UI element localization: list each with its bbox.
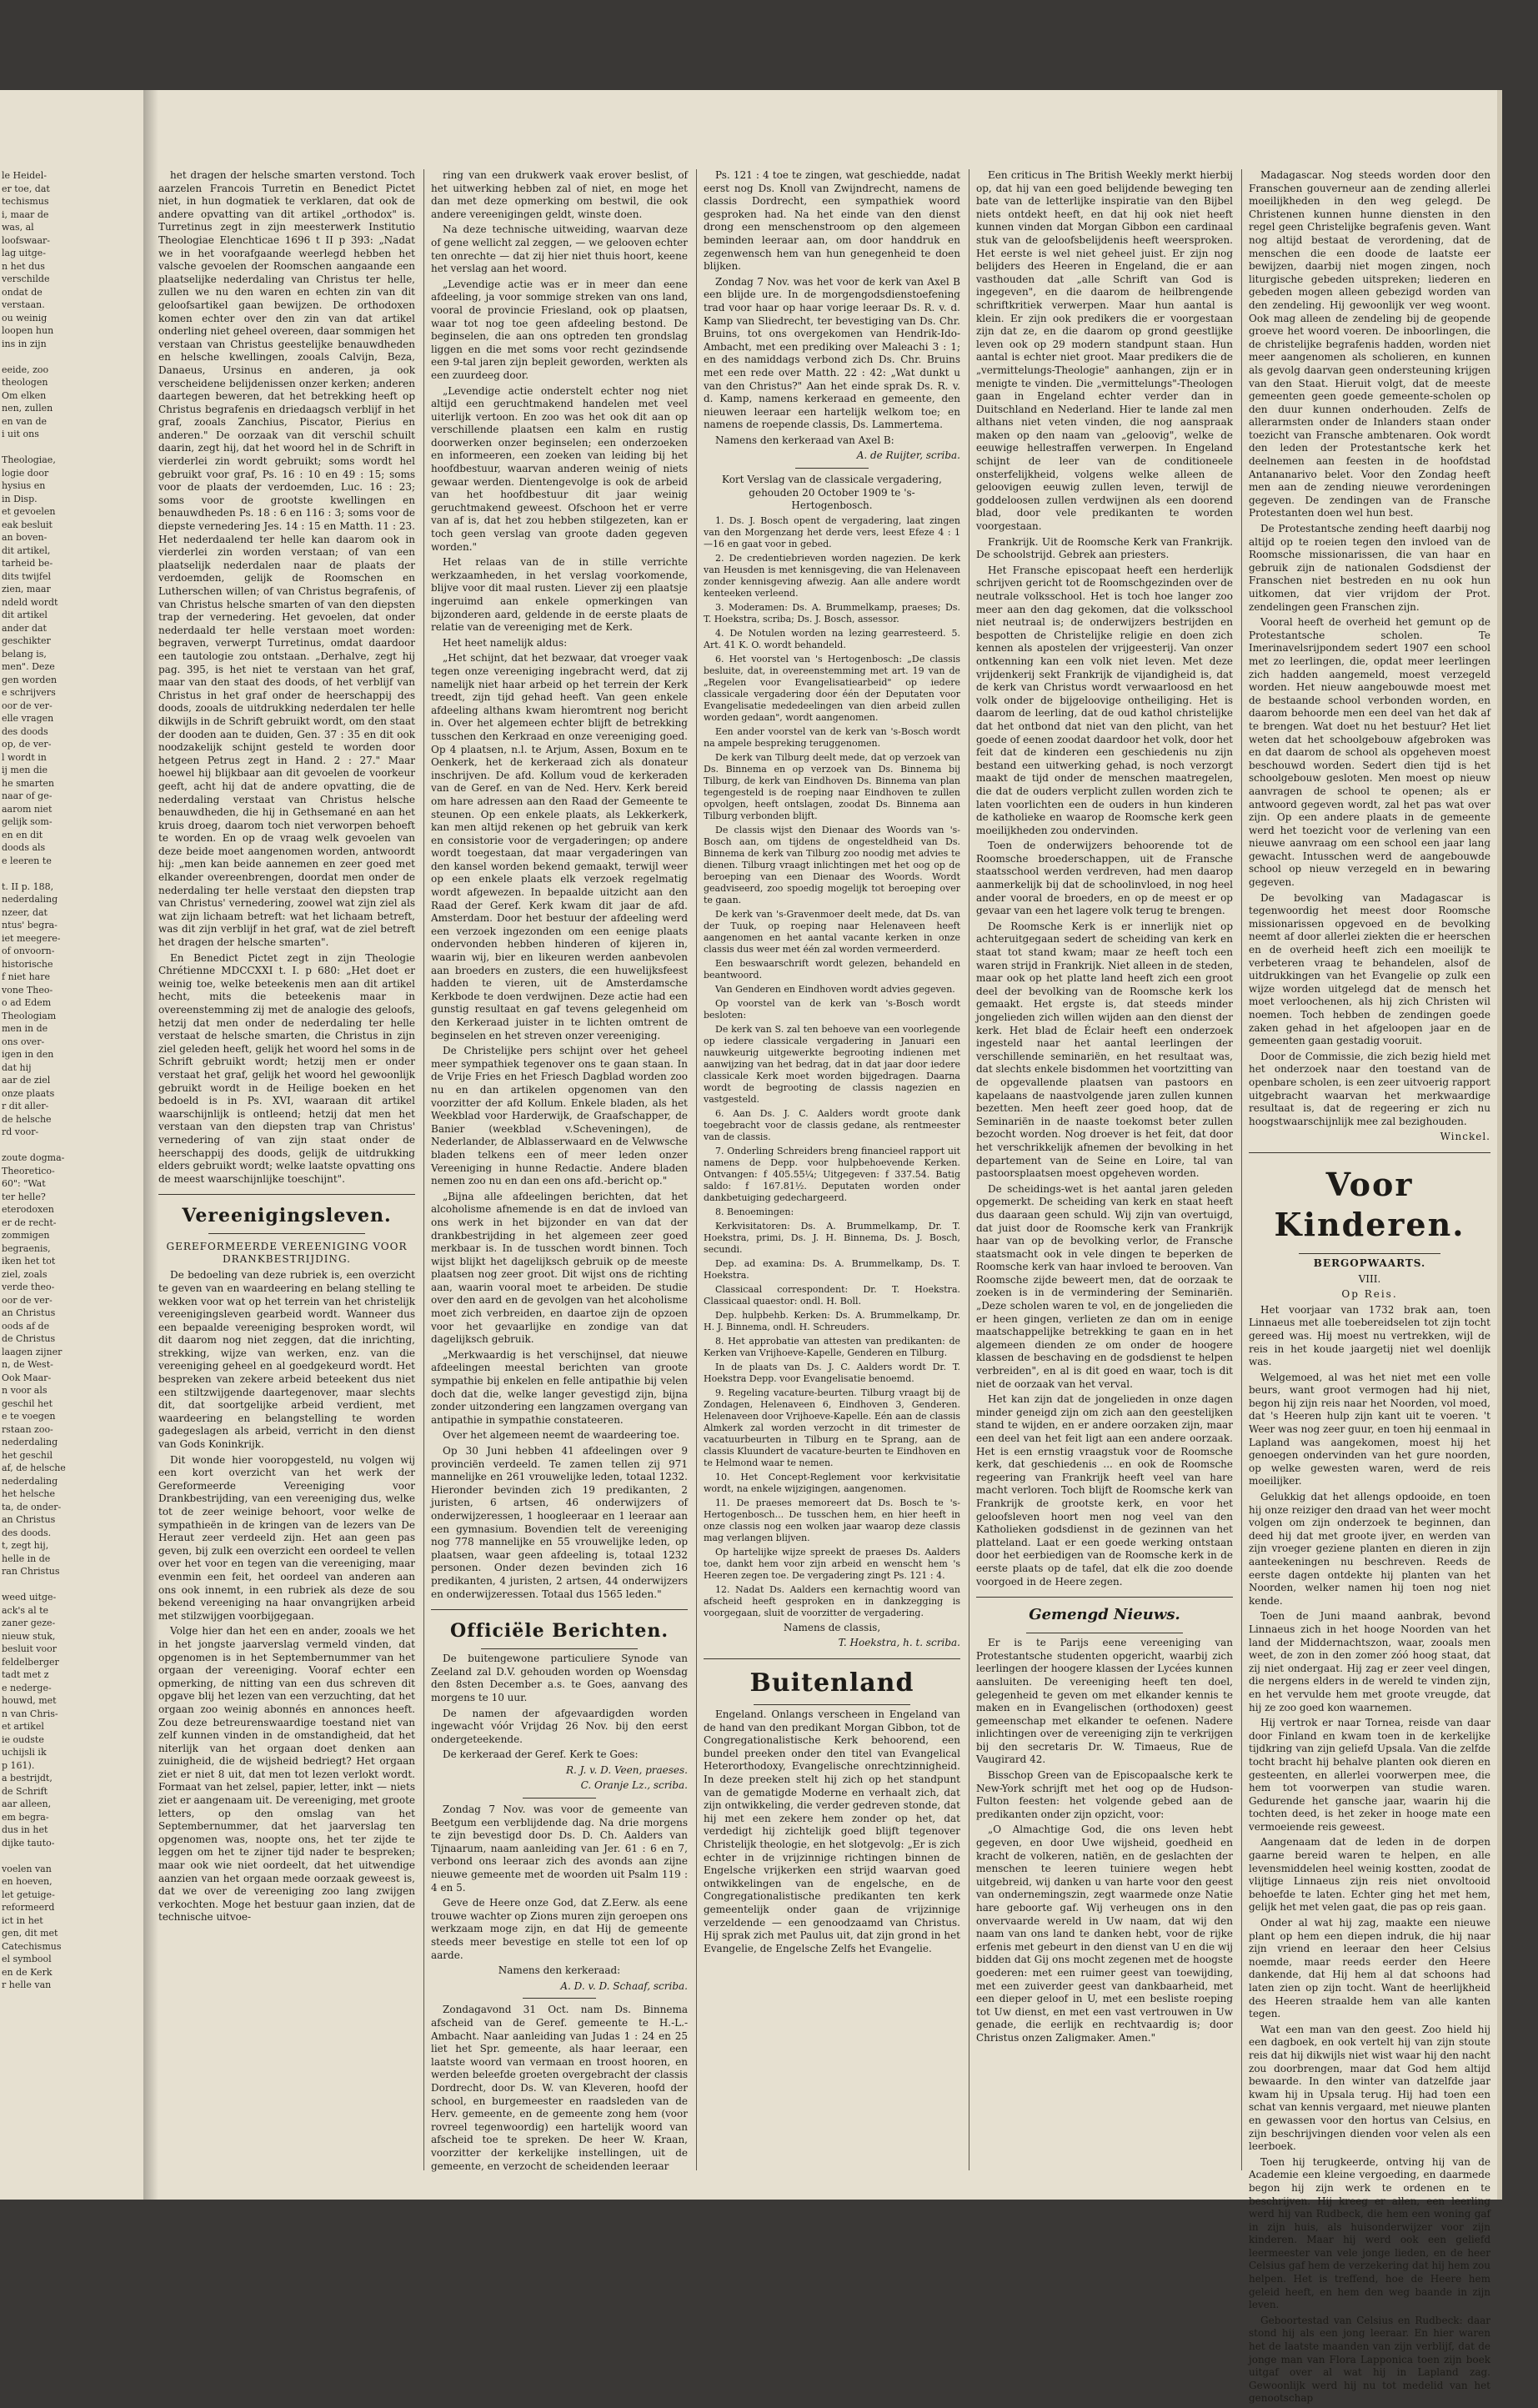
fragment-line: ndeld wordt bbox=[2, 596, 58, 608]
fragment-line: i uit ons bbox=[2, 429, 39, 439]
divider bbox=[1249, 1152, 1490, 1153]
fragment-line: aar alleen, bbox=[2, 1798, 52, 1809]
paragraph: Frankrijk. Uit de Roomsche Kerk van Frankrijk. De schoolstrijd. Gebrek aan priesters. bbox=[976, 535, 1233, 561]
fragment-line: de Christus bbox=[2, 1333, 56, 1344]
divider bbox=[1299, 1253, 1440, 1254]
fragment-line: eterodoxen bbox=[2, 1204, 54, 1215]
fragment-line: gen, dit met bbox=[2, 1928, 58, 1939]
verslag-item: Op voorstel van de kerk van 's-Bosch wordt besloten: bbox=[704, 997, 960, 1021]
voor-kinderen-body bbox=[1249, 1304, 1490, 2405]
fragment-line: reformeerd bbox=[2, 1902, 55, 1913]
paragraph: Wat een man van den geest. Zoo hield hij een dagboek, en ook vertelt hij van zijn stoute reis dat hij dikwijls niet wist waar hij den nacht zou doorbrengen, maar dat God hem altijd bewaarde. In den winter van datzelfde jaar kwam hij in Upsala terug. Hij had toen een schat van kennis vergaard, met nieuwe planten en gewassen voor den hortus van Celsius, en zijn beschrijvingen dienden voor velen als een leerboek. bbox=[1249, 2023, 1490, 2153]
fragment-line: nen, zullen bbox=[2, 403, 53, 414]
fragment-line: ins in zijn bbox=[2, 338, 47, 349]
verslag-item: 9. Regeling vacature-beurten. Tilburg vraagt bij de Zondagen, Helenaveen 6, Eindhoven 3, Genderen. Helenaveen door Vrijhoeve-Kapelle. Eén aan de classis Almkerk zal worden verzocht in dit trimester de vacatuurbeurten in Tilburg en te Sprang, aan de classis Kluundert de vacature-beurten te Eindhoven en te Helmond waar te nemen. bbox=[704, 1387, 960, 1468]
verslag-item: 4. De Notulen worden na lezing gearresteerd. 5. Art. 41 K. O. wordt behandeld. bbox=[704, 627, 960, 650]
fragment-line: men". Deze bbox=[2, 661, 55, 672]
chapter-roman: VIII. bbox=[1358, 1272, 1381, 1285]
signature-beetgum-scriba: A. D. v. D. Schaaf, scriba. bbox=[560, 1979, 688, 1992]
fragment-line: p 161). bbox=[2, 1759, 35, 1771]
fragment-line: zoute dogma- bbox=[2, 1152, 65, 1163]
signature-goes-praeses: R. J. v. D. Veen, praeses. bbox=[565, 1763, 688, 1776]
fragment-line: e te voegen bbox=[2, 1411, 56, 1422]
verslag-items bbox=[704, 515, 960, 1619]
fragment-line bbox=[2, 867, 52, 880]
divider bbox=[704, 1658, 960, 1659]
fragment-line: dat hij bbox=[2, 1061, 32, 1073]
fragment-line: Theologiam bbox=[2, 1010, 57, 1021]
fragment-line: nederdaling bbox=[2, 894, 58, 905]
verslag-item: 8. Het approbatie van attesten van predikanten: de Kerken van Vrijhoeve-Kapelle, Genderen en Tilburg. bbox=[704, 1335, 960, 1358]
fragment-line: ntus' begra- bbox=[2, 920, 58, 931]
fragment-line: weed uitge- bbox=[2, 1592, 57, 1603]
verslag-item: 11. De praeses memoreert dat Ds. Bosch te 's-Hertogenbosch... De tusschen hem, en hier heeft in onze classis nog een wolken jaar waarop deze classis mag verlangen blijven. bbox=[704, 1497, 960, 1543]
fragment-line: verstaan. bbox=[2, 299, 45, 310]
fragment-line: el symbool bbox=[2, 1954, 52, 1964]
divider bbox=[795, 468, 869, 469]
fragment-line: aar de ziel bbox=[2, 1075, 51, 1086]
signature-beetgum-label: Namens den kerkeraad: bbox=[498, 1964, 621, 1977]
column-2 bbox=[431, 169, 688, 2175]
fragment-line: gelijk som- bbox=[2, 816, 53, 827]
fragment-line: verschilde bbox=[2, 273, 50, 284]
paragraph: Onder al wat hij zag, maakte een nieuwe plant op hem een diepen indruk, die hij naar zijn vriend en leeraar den heer Celsius noemde, maar reeds eerder den Heere dankende, dat Hij hem al dat schoons had laten zien op zijn tocht. Want de heerlijkheid des Heeren straalde hem van alle kanten tegen. bbox=[1249, 1917, 1490, 2020]
fragment-line: ziel, zoals bbox=[2, 1268, 48, 1280]
verslag-item: Een ander voorstel van de kerk van 's-Bosch wordt na ampele bespreking teruggenomen. bbox=[704, 725, 960, 749]
fragment-line: Theologiae, bbox=[2, 454, 56, 465]
paragraph: ring van een drukwerk vaak erover beslist, of het uitwerking hebben zal of niet, en moge het dan met deze opmerking om bestwil, die ook andere vereenigingen geldt, winste doen. bbox=[431, 169, 688, 220]
fragment-line: ons over- bbox=[2, 1036, 45, 1047]
paragraph: Toen hij terugkeerde, ontving hij van de Academie een kleine vergoeding, en daarmede begon hij zijn werk te ordenen en te beschrijven. Hij kreeg er allen, een leerling werd hij van Rudbeck, die hem een woning gaf in zijn huis, als huisonderwijzer voor zijn kinderen. Maar hij werd ook een geliefd leermeester van vele jonge lieden, en de heer Celsius gaf hem de verzekering dat hij hem zou helpen. Het is treffend, hoe de Heere hem geleid heeft, en hem den weg baande in zijn leven. bbox=[1249, 2155, 1490, 2311]
section-title-officiele-berichten: Officiële Berichten. bbox=[450, 1620, 669, 1643]
verslag-item: In de plaats van Ds. J. C. Aalders wordt Dr. T. Hoekstra Depp. voor Evangelisatie benoemd. bbox=[704, 1361, 960, 1384]
verslag-item: 10. Het Concept-Reglement voor kerkvisitatie wordt, na enkele wijzigingen, aangenomen. bbox=[704, 1471, 960, 1494]
fragment-line: tarheid be- bbox=[2, 558, 53, 569]
fragment-line: e schrijvers bbox=[2, 687, 56, 698]
vereenigingsleven-body bbox=[158, 1269, 415, 1924]
fragment-line: ter helle? bbox=[2, 1191, 46, 1202]
fragment-line: et gevoelen bbox=[2, 506, 56, 517]
paragraph: Toen de Juni maand aanbrak, bevond Linnaeus zich in het hooge Noorden van het land der Middernachtszon, waar, zooals men weet, de zon in den zomer zóó hoog staat, dat zij niet ondergaat. Hij zag er zeer veel dingen, die nergens elders in de wereld te vinden zijn, en het vervulde hem met groote vreugde, dat hij ze zoo goed kon waarnemen. bbox=[1249, 1610, 1490, 1713]
fragment-line bbox=[2, 350, 52, 364]
paragraph: Het heet namelijk aldus: bbox=[443, 636, 568, 649]
fragment-line: nederdaling bbox=[2, 1475, 58, 1487]
verslag-item: Classicaal correspondent: Dr. T. Hoekstra. Classicaal quaestor: ondl. H. Boll. bbox=[704, 1283, 960, 1307]
paragraph: Het kan zijn dat de jongelieden in onze dagen minder geneigd zijn om zich aan den geestelijken stand te wijden, en er andere oorzaken zijn, maar een deel van het feit ligt aan een andere oorzaak. Het is een ernstig vraagstuk voor de Roomsche kerk, dat geschiedenis ... en ook de Roomsche regeering van Frankrijk heeft veel van hare macht verloren. Toch blijft de Roomsche kerk van Frankrijk de grootste kerk, en voor het geloofsleven hoort men nog veel van den Katholieken godsdienst in de gezinnen van het platteland. Laat er een goede werking ontstaan door het eerbiedigen van de Roomsche kerk in de eerste plaats op de tafel, dat elk die zoo doende voorgoed in de Heere zegen. bbox=[976, 1393, 1233, 1588]
column-4-body bbox=[976, 169, 1233, 1588]
fragment-line: zien, maar bbox=[2, 584, 51, 594]
paragraph: Een criticus in The British Weekly merkt hierbij op, dat hij van een goed belijdende beweging ten bate van de letterlijke inspiratie van den Bijbel niets ontdekt heeft, en dat hij ook niet heeft kunnen vinden dat Morgan Gibbon een cardinaal stuk van de geloofsbelijdenis heeft weersproken. Het eerste is wel niet geheel juist. Er zijn nog belijders des Heeren in Engeland, die er aan vasthouden dat „alle Schrift van God is ingegeven", en die daarom de heilbrengende schriftkritiek verwerpen. Maar hun aantal is klein. Er zijn ook predikers die er voorgestaan zijn dat ze, en die daarom op grond geestlijke leven ook op 29 modern standpunt staan. Hun aantal is echter niet groot. Maar predikers die de „vermittelungs-Theologie" aanhangen, zijn er in menigte te vinden. Die „vermittelungs"-Theologen gaan in Engeland echter verder dan in Duitschland en Nederland. Hier te lande zal men althans niet veten vinden, die nog aanspraak maken op den naam van „geloovig", welke de eeuwige hellestraffen verwerpen. In Engeland schijnt de leer van de conditioneele onsterfelijkheid, volgens welke alleen de geloovigen eeuwig zullen leven, terwijl de goddeloosen zullen verdwijnen als een doorend blad, door vele predikanten te worden voorgestaan. bbox=[976, 169, 1233, 533]
paragraph: „O Almachtige God, die ons leven hebt gegeven, en door Uwe wijsheid, goedheid en kracht de volkeren, natiën, en de geslachten der menschen te leeren tuiniere wegen hebt uitgebreid, wij danken u van harte voor den geest van ondernemingszin, zegt waarmede onze Natie hare geboorte gaf. Wij verheugen ons in den onvervaarde wereld in Uw naam, dat wij den naam van ons land te danken hebt, voor de rijke erfenis met gebeurt in den dienst van U en die wij bidden dat Gij ons mocht zegenen met de hoogste goederen: met een ruimer geest van toewijding, met een zuiverder geest van dankbaarheid, met een dieper geloof in U, met een besliste roeping tot Uw dienst, en met een vast vertrouwen in Uw genade, die eerlijk en rechtvaardig is; door Christus onzen Zaligmaker. Amen." bbox=[976, 1824, 1233, 2044]
divider bbox=[976, 1597, 1233, 1598]
paragraph: Dit wonde hier vooropgesteld, nu volgen wij een kort overzicht van het werk der Gereformeerde Vereeniging voor Drankbestrijding, van een vereeniging dus, welke tot de zeer weinige behoort, voor welke de sympathieën in de kringen van de lezers van De Heraut zeer verdeeld zijn. Het aan geen pas geven, bij zulk een overzicht een oordeel te vellen over het voor en tegen van die vereeniging, maar evenmin een feit, het oordeel van anderen aan ons ook innemt, in een rubriek als deze de sou bekend vereeniging na haar onvangrijken arbeid met stilzwijgen voorbijgegaan. bbox=[158, 1453, 415, 1622]
fragment-line: n van Chris- bbox=[2, 1708, 58, 1719]
divider bbox=[431, 1609, 688, 1610]
fragment-line: f niet hare bbox=[2, 971, 51, 982]
fragment-line: iken het tot bbox=[2, 1256, 56, 1267]
fragment-line: e nederge- bbox=[2, 1682, 52, 1693]
verslag-item: De kerk van Tilburg deelt mede, dat op verzoek van Ds. Binnema en op verzoek van Ds. Binnema bij Tilburg, de kerk van Eindhoven Ds. Binnema van plan tegengesteld is de roeping naar Eindhoven te zullen opvolgen, heeft ontslagen, zoodat Ds. Binnema aan Tilburg verbonden blijft. bbox=[704, 751, 960, 821]
fragment-line: geschil het bbox=[2, 1397, 53, 1409]
fragment-line: het helsche bbox=[2, 1488, 56, 1499]
fragment-line: o ad Edem bbox=[2, 997, 52, 1008]
paragraph: Het voorjaar van 1732 brak aan, toen Linnaeus met alle toebereidselen tot zijn tocht gereed was. Hij moest nu vertrekken, wijl de reis in het koude jaargetij niet wel doenlijk was. bbox=[1249, 1303, 1490, 1368]
paragraph: De Christelijke pers schijnt over het geheel meer sympathiek tegenover ons te gaan staan. In de Vrije Fries en het Friesch Dagblad worden zoo nu en dan artikelen opgenomen van den voorzitter der afd Kollum. Enkele bladen, als het Weekblad voor Harderwijk, de Graafschapper, de Banier (weekblad v.Scheveningen), de Nederlander, de Alblasserwaard en de Velwwsche bladen telkens een of meer leden onzer Vereeniging in hunne Redactie. Andere bladen nemen zoo nu en dan een ons afd.-bericht op." bbox=[431, 1045, 688, 1187]
fragment-line: en hoeven, bbox=[2, 1876, 53, 1887]
fragment-line: loopen hun bbox=[2, 325, 54, 336]
paragraph: Over het algemeen neemt de waardeering toe. bbox=[443, 1429, 680, 1442]
column-4 bbox=[976, 169, 1233, 2048]
fragment-line: laagen zijner bbox=[2, 1346, 63, 1357]
verslag-item: 6. Aan Ds. J. C. Aalders wordt groote dank toegebracht voor de classis gedane, als rentmeester van de classis. bbox=[704, 1107, 960, 1142]
section-title-vereenigingsleven: Vereenigingsleven. bbox=[182, 1205, 392, 1227]
buitenland-body bbox=[704, 1708, 960, 1955]
fragment-line: et artikel bbox=[2, 1721, 44, 1732]
fragment-line: gen worden bbox=[2, 674, 58, 685]
paragraph: „Levendige actie was er in meer dan eene afdeeling, ja voor sommige streken van ons land, vooral de provincie Friesland, ook op plaatsen, waar tot nog toe geen afdeeling bestond. De beginselen, die aan ons optreden ten grondslag liggen en die met soms voor recht gezindsende een 9-tal jaren zijn bepleit geworden, werkten als een zuurdeeg door. bbox=[431, 278, 688, 381]
paragraph: Toen de onderwijzers behoorende tot de Roomsche broederschappen, uit de Fransche staatsschool werden verdreven, had men daarop aanmerkelijk bij dat de schoolinvloed, in nog heel ander vooral de broeders, en op de meest er op gevaar van een het lagere volk terug te brengen. bbox=[976, 840, 1233, 917]
gutter-shadow bbox=[143, 90, 158, 2200]
left-fragment-column bbox=[2, 169, 66, 1992]
fragment-line: belang is, bbox=[2, 648, 47, 660]
column-5-body bbox=[1249, 169, 1490, 1128]
paragraph: De bevolking van Madagascar is tegenwoordig het meest door Roomsche missionarissen opgevoed en de bevolking neemt af door allerlei ziekten die er heerschen en de overheid heeft zich een moeilijk te verbeteren vraag te behandelen, alsof de uitdrukkingen van het Evangelie op zulk een wijze worden uitgelegd dat de mensch het moet verloochenen, als hij zich Christen wil noemen. Toch hebben de zendingen goede zaken gehad in het afgeloopen jaar en de gemeenten gaan gestadig vooruit. bbox=[1249, 891, 1490, 1047]
fragment-line bbox=[2, 1139, 52, 1152]
paragraph: Namens den kerkeraad van Axel B: bbox=[715, 434, 894, 446]
paragraph: „Merkwaardig is het verschijnsel, dat nieuwe afdeelingen meestal berichten van groote sympathie bij enkelen en felle antipathie bij velen doch dat die, welke langer gevestigd zijn, bijna zonder uitzondering een langzamen overgang van antipathie in sympathie constateeren. bbox=[431, 1348, 688, 1426]
fragment-line: t. II p. 188, bbox=[2, 880, 54, 892]
fragment-line: was, al bbox=[2, 222, 34, 233]
paragraph: De Protestantsche zending heeft daarbij nog altijd op te roeien tegen den invloed van de Roomsche missionarissen, die van haar en gebruik zijn de nationalen Godsdienst der Franschen niet bestreden en nu ook hun uitkomen, dat vier vrijdom der Prot. zendelingen geen Franschen zijn. bbox=[1249, 523, 1490, 613]
verslag-item: 2. De credentiebrieven worden nagezien. De kerk van Heusden is met kennisgeving, die van Helenaveen zonder kennisgeving afwezig. Aan alle andere wordt kenteeken verleend. bbox=[704, 552, 960, 599]
fragment-line: oor de ver- bbox=[2, 700, 53, 711]
fragment-line: a bestrijdt, bbox=[2, 1773, 53, 1783]
verslag-item: 7. Onderling Schreiders breng financieel rapport uit namens de Depp. voor hulpbehoevende Kerken. Ontvangen: f 405.55¼; Uitgegeven: f 337.54. Batig saldo: f 167.81½. Deputaten worden onder dankbetuiging gedechargeerd. bbox=[704, 1145, 960, 1203]
fragment-line: nederdaling bbox=[2, 1437, 58, 1447]
fragment-line: en van de bbox=[2, 415, 47, 427]
sub-title-drankbestrijding: GEREFORMEERDE VEREENIGING VOOR DRANKBESTRIJDING. bbox=[166, 1241, 408, 1266]
fragment-line: dit artikel, bbox=[2, 544, 51, 556]
paragraph: Engeland. Onlangs verscheen in Engeland van de hand van den predikant Morgan Gibbon, tot de Congregationalistische Kerk behoorend, een bundel preeken onder den titel van Evangelical Heterorthodoxy, Evangelische onrechtzinnigheid. In deze preeken stelt hij zich op het standpunt van de gematigde Moderne en verhaalt zich, dat zijn ontwikkeling, die verder gedreven stonde, dat hij met een zekere hem zonder op het, dat verdedigt hij zichtelijk goed blijft tegenover Christelijk theologie, en het slotgevolg: „Er is zich echter in de vrijzinnige richtingen binnen de Engelsche vrijkerken een strijd waarvan goed ontwikkelingen van de engelsche, en de Congregationalistische predikanten ten kerk gemeentelijk onder gaan de vrijzinnige verzeldende — een genoodzaamd van Christus. Hij sprak zich met Paulus uit, dat zijn grond in het Evangelie, de Engelsche Zelfs het Evangelie. bbox=[704, 1708, 960, 1954]
paragraph: Ps. 121 : 4 toe te zingen, wat geschiedde, nadat eerst nog Ds. Knoll van Zwijndrecht, namens de classis Dordrecht, een sympathiek woord gesproken had. Na het einde van den dienst drong een menschenstroom op den algemeen beminden leeraar aan, om door handdruk en zegenwensch hem van hun genegenheid te doen blijken. bbox=[704, 169, 960, 273]
signature-axel: A. de Ruijter, scriba. bbox=[856, 449, 960, 462]
fragment-line: n voor als bbox=[2, 1385, 48, 1396]
verslag-item: Op hartelijke wijze spreekt de praeses Ds. Aalders toe, dankt hem voor zijn arbeid en wenscht hem 's Heeren zegen toe. De vergadering zingt Ps. 121 : 4. bbox=[704, 1546, 960, 1581]
fragment-line: ack's al te bbox=[2, 1604, 49, 1616]
divider bbox=[481, 1648, 638, 1649]
fragment-line: ran Christus bbox=[2, 1566, 60, 1577]
column-3 bbox=[704, 169, 960, 1958]
fragment-line bbox=[2, 1849, 52, 1863]
fragment-line: begraenis, bbox=[2, 1242, 51, 1254]
column-rule bbox=[1241, 169, 1242, 2170]
column-1-body bbox=[158, 169, 415, 1186]
fragment-line: feldelberger bbox=[2, 1656, 59, 1668]
paragraph: De bedoeling van deze rubriek is, een overzicht te geven van en waardeering en belang stelling te wekken voor wat op het terrein van het christelijk vereenigingsleven gearbeid wordt. Wanneer dus een bepaalde vereeniging besproken wordt, wil dit daarom nog niet zeggen, dat die inrichting, strekking, wijze van werken, enz. van die vereeniging geheel en al goedgekeurd wordt. Het bespreken van zekere arbeid beteekent dus niet een stiltzwijgende daartegenover, maar slechts dit, dat soortgelijke arbeid verdient, met waardeering en belangstelling te worden gadegeslagen als arbeid, verricht in den dienst van Gods Koninkrijk. bbox=[158, 1269, 415, 1451]
officiele-berichten-body bbox=[431, 1653, 688, 1762]
divider bbox=[158, 1194, 415, 1195]
paragraph: Madagascar. Nog steeds worden door den Franschen gouverneur aan de zending allerlei moeilijkheden in den weg gelegd. De Christenen kunnen hunne diensten in den regel geen Christelijke begrafenis geven. Want nog altijd bestaat de verordening, dat de menschen die een doode de laatste eer bewijzen, daarbij niet mogen zingen, noch liturgische gebeden uitspreken; liederen en gebeden mogen alleen gebezigd worden van den zendeling. Hij gewoonlijk ver weg woont. Ook mag alleen de zendeling bij de geopende groeve het woord voeren. De inboorlingen, die de christelijke begrafenis hadden, worden niet meer aangenomen als scholieren, en kunnen als gevolg daarvan geen ondersteuning krijgen van den Staat. Hieruit volgt, dat de meeste gemeenten geen goede gemeente-scholen op den duur kunnen onderhouden. Zelfs de allerarmsten onder de Inlanders staan onder toezicht van Fransche ambtenaren. Ook wordt den leden der Protestantsche kerk het deelnemen aan feesten in de hoofdstad Antananarivo belet. Voor den Zondag heeft men aan de zending nieuwe verordeningen gegeven. De zendingen van de Fransche Protestanten doen wel hun best. bbox=[1249, 169, 1490, 519]
fragment-line: oor de ver- bbox=[2, 1294, 53, 1306]
paragraph: En Benedict Pictet zegt in zijn Theologie Chrétienne MDCCXXI t. I. p 680: „Het doet er weinig toe, welke beteekenis men aan dit artikel hecht, mits die beteekenis maar in overeenstemming zij met de analogie des geloofs, hetzij dat men onder de nederdaling ter helle verstaat de helsche smarten, die Christus in zijn ziel geleden heeft, gelijk het woord hel soms in de Schrift gebruikt wordt; hetzij men er onder verstaat het graf, gelijk het woord hel gewoonlijk gebruikt wordt in de Heilige boeken en het bedoeld is in Ps. XVI, waaraan dit artikel waarschijnlijk is ontleend; hetzij dat men het verstaan van den diepsten trap van Christus' vernedering of van zijn staat onder de heerschappij des doods, gelijk de uitdrukking elders gebruikt wordt; welke laatste opvatting ons de meest waarschijnlijke toeschijnt". bbox=[158, 951, 415, 1185]
fragment-line: ander dat bbox=[2, 622, 47, 634]
page-edge bbox=[1497, 90, 1502, 2200]
paragraph: De namen der afgevaardigden worden ingewacht vóór Vrijdag 26 Nov. bij den eerst ondergeteekende. bbox=[431, 1707, 688, 1745]
fragment-line: of onvoorn- bbox=[2, 946, 55, 956]
fragment-line: an Christus bbox=[2, 1307, 56, 1318]
fragment-line: igen in den bbox=[2, 1049, 54, 1060]
fragment-line: he smarten bbox=[2, 777, 54, 789]
fragment-line: an boven- bbox=[2, 532, 48, 543]
fragment-line: i, maar de bbox=[2, 208, 49, 220]
fragment-line: tadt met z bbox=[2, 1669, 49, 1680]
fragment-line: naar of ge- bbox=[2, 790, 53, 801]
fragment-line: n, de West- bbox=[2, 1359, 53, 1370]
fragment-line: af, de helsche bbox=[2, 1462, 66, 1473]
fragment-line: elle vragen bbox=[2, 713, 54, 724]
fragment-line: Om elken bbox=[2, 389, 47, 401]
fragment-line: aarom niet bbox=[2, 803, 53, 815]
fragment-line: des doods bbox=[2, 725, 48, 737]
fragment-line: an Christus bbox=[2, 1514, 56, 1525]
paragraph: De kerkeraad der Geref. Kerk te Goes: bbox=[443, 1748, 639, 1761]
sub-title-bergopwaarts: BERGOPWAARTS. bbox=[1313, 1257, 1426, 1269]
fragment-line: n het dus bbox=[2, 260, 45, 272]
column-rule bbox=[696, 169, 697, 2170]
fragment-line bbox=[2, 441, 52, 454]
paragraph: Geboortestad van Celsius en Rudbeck: daar stond hij als een jong leeraar. En hier waren het de laatste maanden van zijn verblijf, dat de jonge man van Flora Lapponica toen zijn boek uitgaf over al wat hij in Lapland zag. Gewoonlijk werd hij nu tot medelid van het genootschap bbox=[1249, 2314, 1490, 2405]
signature-goes-scriba: C. Oranje Lz., scriba. bbox=[580, 1779, 688, 1792]
paragraph: Gelukkig dat het allengs opdooide, en toen hij onze reiziger den draad van het weer mocht volgen om zijn onderzoek te beginnen, dan deed hij dat met groote ijver, en werden van zijn vroeger geziene planten en dieren in zijn aanteekeningen nu beschreven. Reeds de eerste dagen ontdekte hij planten van het Noorden, welker namen hij toen nog niet kende. bbox=[1249, 1491, 1490, 1607]
fragment-line: en en dit bbox=[2, 829, 43, 840]
fragment-line: ij men die bbox=[2, 765, 48, 775]
fragment-line: uchijsli ik bbox=[2, 1747, 47, 1758]
paragraph: „Bijna alle afdeelingen berichten, dat het alcoholisme afnemende is en dat de invloed van ons werk in het bijzonder en van dat der drankbestrijding in het algemeen zeer goed merkbaar is. In de tusschen wordt binnen. Toch wijst blijkt het dagelijksch gebruik op de meeste plaatsen nog zeer groot. Dit wijst ons de richting aan, waarin vooral moet te arbeiden. De studie over den aard en de gevolgen van het alcoholisme moet zich verbreiden, en daartoe zijn de opzoen voor het gevaarlijke en zondige van dat dagelijksch gebruik. bbox=[431, 1190, 688, 1346]
fragment-line: e leeren te bbox=[2, 855, 52, 866]
paragraph: De buitengewone particuliere Synode van Zeeland zal D.V. gehouden worden op Woensdag den 8sten December a.s. te Goes, aanvang des morgens te 10 uur. bbox=[431, 1653, 688, 1703]
paragraph: Welgemoed, al was het niet met een volle beurs, want groot vermogen had hij niet, begon hij zijn reis naar het Noorden, vol moed, dat 's Heeren hulp zijn kant uit te voeren. 't Weer was nog zeer guur, en toen hij eenmaal in Lapland was aangekomen, moest hij het genoegen ondervinden van het gure noorden, op welke gewesten waren, werd de reis moeilijker. bbox=[1249, 1371, 1490, 1487]
fragment-line: iet meegere- bbox=[2, 932, 61, 944]
verslag-item: De classis wijst den Dienaar des Woords van 's-Bosch aan, om tijdens de ongesteldheid van Ds. Binnema de kerk van Tilburg zoo noodig met advies te dienen. Tilburg vraagt inlichtingen met het oog op de beroeping van een Dienaar des Woords. Wordt geadviseerd, zoo spoedig mogelijk tot beroeping over te gaan. bbox=[704, 824, 960, 906]
paragraph: Na deze technische uitweiding, waarvan deze of gene wellicht zal zeggen, — we gelooven echter ten onrechte — dat zij hier niet thuis hoort, keene het verslag aan het woord. bbox=[431, 223, 688, 275]
section-title-buitenland: Buitenland bbox=[749, 1668, 914, 1698]
paragraph: Zondag 7 Nov. was voor de gemeente van Beetgum een verblijdende dag. Na drie morgens te zijn bevestigd door Ds. D. Ch. Aalders van Tijnaarum, naam aanleiding van Jer. 61 : 6 en 7, verbond ons leeraar zich des avonds aan zijne nieuwe gemeente met de woorden uit Psalm 119 : 4 en 5. bbox=[431, 1803, 688, 1894]
fragment-line: logie door bbox=[2, 467, 49, 479]
paragraph: Bisschop Green van de Episcopaalsche kerk te New-York schrijft met het oog op de Hudson-Fulton feesten: het volgende gebed aan de predikanten onder zijn opzicht, voor: bbox=[976, 1769, 1233, 1820]
fragment-line: dits twijfel bbox=[2, 570, 51, 582]
paragraph: De scheidings-wet is het aantal jaren geleden opgemerkt. De scheiding van kerk en staat heeft dus daaraan geen schuld. Wij zijn van overtuigd, dat juist door de Roomsche kerk van Frankrijk haar van op de bevolking verlor, de Fransche staatsmacht ook in vele dingen te beperken de Roomsche kerk van haar invloed te berooven. Van Roomsche zijde beweert men, dat de oorzaak te zoeken is in de vermindering der Seminariën. „Deze scholen waren te vol, en de jongelieden die er heen gingen, verlieten ze dan om in eenige maatschappelijke betrekking te gaan en in het algemeen dienden ze om onder de hoogere klassen de beschaving en de godsdienst te helpen verbreiden", en al is dit goed en waar, toch is dit niet de oorzaak van het verval. bbox=[976, 1182, 1233, 1390]
divider bbox=[754, 1704, 910, 1705]
fragment-line: er toe, dat bbox=[2, 183, 50, 194]
fragment-line: ta, de onder- bbox=[2, 1501, 62, 1513]
gemengd-nieuws-body bbox=[976, 1637, 1233, 2044]
fragment-line: ie oudste bbox=[2, 1733, 44, 1745]
fragment-line: nieuw stuk, bbox=[2, 1630, 56, 1642]
fragment-line: geschikter bbox=[2, 635, 51, 646]
signature-winckel: Winckel. bbox=[1440, 1131, 1490, 1143]
paragraph: Door de Commissie, die zich bezig hield met het onderzoek naar den toestand van de openbare scholen, is een zeer uitvoerig rapport uitgebracht waarvan het merkwaardige resultaat is, dat de regeering er zich nu hoogstwaarschijnlijk mee zal bezighouden. bbox=[1249, 1050, 1490, 1127]
fragment-line: Ook Maar- bbox=[2, 1372, 52, 1383]
fragment-line: r dit aller- bbox=[2, 1101, 49, 1111]
fragment-line: loofswaar- bbox=[2, 234, 50, 246]
paragraph: Volge hier dan het een en ander, zooals we het in het jongste jaarverslag vermeld vinden, dat opgenomen is in het Septembernummer van het orgaan der vereeniging. Vooraf echter een opmerking, de nitting van een dus schreven dit opgave blij het lezen van een verzuchting, dat het orgaan zoo weinig abonnés en annonces heeft. Zou deze betreurenswaardige toestand niet van zelf kunnen vinden in de omstandigheid, dat het niterlijk van het orgaan doet denken aan zuinigheid, die de wijsheid bedriegt? Het orgaan ziet er niet 8 uit, dat men tot lezen verlokt wordt. Formaat van het zelsel, papier, letter, inkt — niets ziet er aangenaam uit. De vereeniging, met groote letters, op den omslag van het Septembernummer, dat het jaarverslag ten opgenomen was, noopte ons, het ter zijde te leggen om het te zijner tijd nader te bespreken; maar ook wie niet oordeelt, dat het uitwendige aanzien van het orgaan mede oorzaak geweest is, dat we over de vereeniging zoo lang zwijgen verkochten. Moge het bestuur gaan inzien, dat de technische uitvoe- bbox=[158, 1625, 416, 1924]
column-rule bbox=[423, 169, 424, 2170]
fragment-line: le Heidel- bbox=[2, 170, 47, 181]
paragraph: „Levendige actie onderstelt echter nog niet altijd een geruchtmakend handelen met veel uiterlijk vertoon. En zoo was het ook dit aan op verschillende plaatsen een kalm en rustig doorwerken onzer beginselen; een onderzoeken en informeeren, een zoeken van leiding bij het hoofdbestuur, waarvan anderen weinig of niets gewaar werden. Dientengevolge is ook de arbeid van het hoofdbestuur dit jaar weinig geruchtmakend geweest. Ofschoon het er verre van af is, dat het zou hebben stilgezeten, kan er toch geen verslag van groote daden gegeven worden." bbox=[431, 384, 688, 553]
verslag-item: De kerk van 's-Gravenmoer deelt mede, dat Ds. van der Tuuk, op roeping naar Helenaveen heeft aangenomen en het aantal vacante kerken in onze classis dus weer met één zal worden vermeerderd. bbox=[704, 908, 960, 955]
fragment-line: het geschil bbox=[2, 1449, 53, 1461]
paragraph: Zondag 7 Nov. was het voor de kerk van Axel B een blijde ure. In de morgengodsdienstoefening trad voor haar op haar vorige leeraar Ds. R. v. d. Kamp van Sliedrecht, ter bevestiging van Ds. Chr. Bruins, tot ons overgekomen van Hendrik-Ido-Ambacht, met een prediking over Maleachi 3 : 1; en des namiddags verbond zich Ds. Chr. Bruins met een rede over Matth. 22 : 42: „Wat dunkt u van den Christus?" Aan het einde sprak Ds. R. v. d. Kamp, namens kerkeraad en gemeente, den nieuwen leeraar een hartelijk welkom toe; en namens de roepende classis, Ds. Lammertema. bbox=[704, 275, 960, 431]
fragment-line: dijke tauto- bbox=[2, 1837, 55, 1849]
paragraph: De Roomsche Kerk is er innerlijk niet op achteruitgegaan sedert de scheiding van kerk en staat tot stand kwam; maar ze heeft toch een waren strijd in Frankrijk. Niet alleen in de steden, maar ook op het platte land heeft zich een groot deel der bevolking van de Roomsche kerk los gemaakt. Het ergste is, dat steeds minder jongelieden zich willen wijden aan den dienst der kerk. Het blad de Éclair heeft een onderzoek ingesteld naar het aantal leerlingen der verschillende seminariën, en het resultaat was, dat slechts enkele bisdommen het voortzitting van de opgevallende plaatsen van pastoors en kapelaans de naastvolgende jaren zullen kunnen bezetten. Men heeft zeer goed hoop, dat de Seminariën in de naaste toekomst beter zullen bezocht worden. Nog droever is het feit, dat door het verschrikkelijk afnemen der bevolking in het departement van de Seine en Loire, tal van pastoorsplaatsen moest opgeheven worden. bbox=[976, 920, 1233, 1180]
fragment-line: theologen bbox=[2, 377, 48, 388]
fragment-line: de helsche bbox=[2, 1113, 52, 1125]
fragment-line: voelen van bbox=[2, 1863, 52, 1874]
column-2-body bbox=[431, 169, 688, 1601]
fragment-line: zommigen bbox=[2, 1230, 50, 1241]
verslag-item: Een beswaarschrift wordt gelezen, behandeld en beantwoord. bbox=[704, 957, 960, 981]
fragment-line: dit artikel bbox=[2, 610, 48, 620]
fragment-line: vone Theo- bbox=[2, 984, 53, 996]
fragment-line: men in de bbox=[2, 1023, 48, 1034]
fragment-line: besluit voor bbox=[2, 1643, 57, 1654]
divider bbox=[523, 1998, 596, 1999]
fragment-line: r helle van bbox=[2, 1979, 52, 1990]
fragment-line: techismus bbox=[2, 196, 49, 207]
signature-classis-scriba: T. Hoekstra, h. t. scriba. bbox=[838, 1637, 960, 1649]
fragment-line: doods als bbox=[2, 842, 46, 853]
fragment-line: de Schrift bbox=[2, 1785, 48, 1797]
paragraph: Aangenaam dat de leden in de dorpen gaarne bereid waren te helpen, en alle levensmiddelen heel weinig kostten, zoodat de vlijtige Linnaeus zijn reis niet onvoltooid behoefde te laten. Echter ging het met hem, gelijk het met velen gaat, die pas op reis gaan. bbox=[1249, 1836, 1490, 1914]
fragment-line: des doods. bbox=[2, 1527, 52, 1538]
fragment-line: let getuige- bbox=[2, 1889, 55, 1900]
fragment-line: Theoretico- bbox=[2, 1165, 55, 1176]
fragment-line: lag uitge- bbox=[2, 248, 46, 258]
fragment-line: nzeer, dat bbox=[2, 906, 48, 918]
paragraph: „Het schijnt, dat het bezwaar, dat vroeger vaak tegen onze vereeniging ingebracht werd, dat zij namelijk niet haar arbeid op het terrein der Kerk treedt, zijn tijd gehad heeft. Van geen enkele afdeeling althans kwam hieromtrent nog bericht in. Over het algemeen echter blijft de betrekking tusschen den Kerkraad en onze vereeniging goed. Op 4 plaatsen, n.l. te Arjum, Assen, Boxum en te Oenkerk, het de kerkeraad zich als donateur inschrijven. De afd. Kollum voud de kerkeraden van de Geref. en van de Ned. Herv. Kerk bereid om hare adressen aan den Raad der Gemeente te steunen. Op een enkele plaats, als Lekkerkerk, kan men altijd rekenen op het gebruik van kerk en consistorie voor de vergaderingen; op andere wordt toegestaan, dat maar vergaderingen van den kansel worden bekend gemaakt, terwijl weer op een enkele plaats elk verzoek regelmatig wordt afgewezen. In bepaalde uitzicht aan den Raad der Geref. Kerk kwam dit jaar de afd. Amsterdam. Door het bestuur der afdeeling werd een verzoek ingezonden om een eenige plaats ondervonden hebben hinderen of kijeren in, waarin wij, bier en likeuren werden aanbevolen aan broeders en zusters, die een huwelijksfeest hadden te vieren, uit de Amsterdamsche Kerkbode te doen verdwijnen. Deze actie had een gunstig resultaat en gaf tevens gelegenheid om den Kerkeraad juister in te lichten omtrent de beginselen en het streven onzer vereeniging. bbox=[431, 652, 688, 1041]
column-5 bbox=[1249, 169, 1490, 2408]
beetgum-notice bbox=[431, 1803, 688, 1962]
binnema-farewell: Zondagavond 31 Oct. nam Ds. Binnema afscheid van de Geref. gemeente te H.-L.-Ambacht. Naar aanleiding van Judas 1 : 24 en 25 liet het Spr. gemeente, als haar leeraar, een laatste woord van vermaan en troost hooren, en werden beleefde groeten overgebracht der classis Dordrecht, door Ds. W. van Kleveren, hoofd der school, en burgemeester en raadsleden van de Herv. gemeente, en de gemeente zong hem (voor rovreel tegenwoordig) een hartelijk woord van afscheid toe te spreken. De heer W. Kraan, voorzitter der kerkelijke instellingen, uit de gemeente, en verzocht de scheidenden leeraar bbox=[431, 2004, 688, 2172]
fragment-line: l wordt in bbox=[2, 751, 47, 763]
section-title-voor-kinderen: Voor Kinderen. bbox=[1274, 1165, 1465, 1243]
paragraph: het dragen der helsche smarten verstond. Toch aarzelen Francois Turretin en Benedict Pictet niet, in hun dogmatiek te verklaren, dat ook de andere opvatting van dit artikel „orthodox" is. Turretinus zegt in zijn meesterwerk Institutio Theologiae Elenchticae 1696 t II p 393: „Nadat we in het voorafgaande weerlegd hebben het valsche gevoelen der Roomschen aangaande een plaatselijke nederdaling van Christus ter helle, zullen we nu den waren en echten zin van dit geloofsartikel gaan bewijzen. De orthodoxen komen echter over den zin van dat artikel onderling niet geheel overeen, daar sommigen het verstaan van Christus geestelijke benauwdheden en helsche kwellingen, zooals Calvijn, Beza, Danaeus, Ursinus en anderen, ja ook verscheidene belijdenissen onzer kerken; anderen daartegen beweren, dat het betrekking heeft op Christus begrafenis en driedaagsch verblijf in het graf, zooals Zanchius, Piscator, Pierius en anderen." De oorzaak van dit verschil schuilt daarin, zegt hij, dat het woord hel in de Schrift in vierderlei zin wordt gebruikt; soms wordt hel gebruikt voor graf, Ps. 16 : 10 en 49 : 15; soms voor de plaats der verdoemden, Luc. 16 : 23; soms voor de grootste kwellingen en benauwdheden Ps. 18 : 6 en 116 : 3; soms voor de diepste vernedering Jes. 14 : 15 en Matth. 11 : 23. Het nederdaalend ter helle kan daarom ook in vierderlei zin worden verstaan; of van een plaatselijk nederdalen naar de plaats der verdoemden, gelijk de Roomschen en Lutherschen willen; of van Christus begrafenis, of van Christus helsche smarten of van den diepsten trap der vernedering. Het gevoelen, dat onder nederdaald ter helle verstaan moet worden: begraven, verwerpt Turretinus, omdat daardoor een tautologie zou ontstaan. „Derhalve, zegt hij pag. 395, is het niet te verstaan van het graf, maar van den staat des doods, of het verblijf van Christus in het graf onder de heerschappij des doods, zooals de uitdrukking nederdalen ter helle dikwijls in de Schrift gebruikt wordt, om den staat der dooden aan te duiden, Gen. 37 : 35 en dit ook noodzakelijk schijnt gesteld te worden door hetgeen Petrus zegt in Hand. 2 : 27." Maar hoewel hij blijkbaar aan dit gevoelen de voorkeur geeft, acht hij dat de andere opvatting, die de nederdaling verstaat van Christus helsche benauwdheden, die hij in Gethsemané en aan het kruis droeg, daarom toch niet verworpen behoeft te worden. En op de vraag welk gevoelen van deze beide moet aangenomen worden, antwoordt hij: „men kan beide aannemen en zeer goed met elkander overeenbrengen, doordat men onder de nederdaling ter helle verstaat den diepsten trap van Christus' vernedering, zoowel wat zijn ziel als wat zijn lichaam betreft: wat het lichaam betreft, was dit zijn verblijf in het graf, wat de ziel betreft het dragen der helsche smarten". bbox=[158, 169, 415, 949]
fragment-line: hysius en bbox=[2, 480, 46, 491]
fragment-line: historische bbox=[2, 958, 53, 970]
fragment-line: houwd, met bbox=[2, 1695, 57, 1706]
fragment-line: zaner geze- bbox=[2, 1618, 56, 1628]
verslag-item: 8. Benoemingen: bbox=[715, 1206, 794, 1217]
fragment-line: dus in het bbox=[2, 1824, 48, 1835]
fragment-line: rd voor- bbox=[2, 1126, 39, 1137]
chapter-title-op-reis: Op Reis. bbox=[1341, 1288, 1398, 1301]
verslag-item: Van Genderen en Eindhoven wordt advies gegeven. bbox=[715, 983, 955, 995]
fragment-line: helle in de bbox=[2, 1553, 51, 1564]
verslag-item: De kerk van S. zal ten behoeve van een voorlegende op iedere classicale vergadering in Januari een nauwkeurig uitgewerkte begrooting indienen met aanwijzing van het bedrag, dat in dat jaar door iedere classicale Kerk moet worden bijgedragen. Daarna wordt de begrooting de classis nagezien en vastgesteld. bbox=[704, 1023, 960, 1105]
divider bbox=[208, 1233, 365, 1234]
fragment-line: em begra- bbox=[2, 1811, 49, 1823]
verslag-item: Dep. ad examina: Ds. A. Brummelkamp, Ds. T. Hoekstra. bbox=[704, 1257, 960, 1281]
paragraph: Er is te Parijs eene vereeniging van Protestantsche studenten opgericht, waarbij zich leerlingen der hoogere klassen der Lycées kunnen aansluiten. De vereeniging heeft ten doel, gelegenheid te geven om met elkander kennis te maken en in Evangelischen (orthodoxen) geest gemeenschap met elkander te oefenen. Nadere inlichtingen over de vereeniging zijn te verkrijgen bij den secretaris Dr. W. Timaeus, Rue de Vaugirard 42. bbox=[976, 1637, 1233, 1766]
verslag-item: 12. Nadat Ds. Aalders een kernachtig woord van afscheid heeft gesproken en in dankzegging is voorgegaan, sluit de voorzitter de vergadering. bbox=[704, 1583, 960, 1618]
newspaper-page bbox=[0, 90, 1502, 2405]
fragment-line: ondat de bbox=[2, 286, 43, 298]
fragment-line: rstaan zoo- bbox=[2, 1423, 53, 1435]
paragraph: Vooral heeft de overheid het gemunt op de Protestantsche scholen. Te Imerinavelsrijpondem sedert 1907 een school met zo leerlingen, die, opdat meer leerlingen zich hadden aangemeld, moest verzegeld worden. Het nieuw aangebouwde moest met de bestaande school verbonden worden, en daarom behoorde men een deel van het dak af te brengen. Wat doet nu het bestuur? Het liet weten dat het schoolgebouw afgebroken was en dat daarom de school als opgeheven moest beschouwd worden. Sedert dien tijd is het schoolgebouw gesloten. Men moest op nieuw aanvragen de school te openen; als er antwoord gegeven wordt, zal het pas wat over zijn. Op een andere plaats in de gemeente werd het toezicht voor de verlening van een nieuwe aanvraag om een school een jaar lang gewacht. Intusschen werd de aangebouwde school op nieuw verzegeld en in bewaring gegeven. bbox=[1249, 616, 1490, 889]
fragment-line: ou weinig bbox=[2, 312, 48, 324]
fragment-line: er de recht- bbox=[2, 1217, 57, 1228]
fragment-line bbox=[2, 1578, 52, 1592]
fragment-line: Catechismus bbox=[2, 1940, 62, 1952]
verslag-item: 3. Moderamen: Ds. A. Brummelkamp, praeses; Ds. T. Hoekstra, scriba; Ds. J. Bosch, assessor. bbox=[704, 601, 960, 625]
fragment-line: op, de ver- bbox=[2, 739, 52, 750]
column-3-body bbox=[704, 169, 960, 447]
verslag-title: Kort Verslag van de classicale vergadering, gehouden 20 October 1909 te 's-Hertogenbosch. bbox=[722, 474, 942, 512]
verslag-item: Kerkvisitatoren: Ds. A. Brummelkamp, Dr. T. Hoekstra, primi, Ds. J. H. Binnema, Ds. J. Bosch, secundi. bbox=[704, 1220, 960, 1255]
fragment-line: oods af de bbox=[2, 1320, 50, 1332]
fragment-line: eeide, zoo bbox=[2, 364, 49, 375]
fragment-line: in Disp. bbox=[2, 493, 38, 504]
fragment-line: eak besluit bbox=[2, 519, 53, 530]
fragment-line: ict in het bbox=[2, 1914, 43, 1926]
column-1 bbox=[158, 169, 415, 1927]
paragraph: Geve de Heere onze God, dat Z.Eerw. als eene trouwe wachter op Zions muren zijn geroepen ons werkzaam moge zijn, en dat Hij de gemeente steeds meer bevestige en stelle tot een lof op aarde. bbox=[431, 1897, 688, 1961]
verslag-item: 6. Het voorstel van 's Hertogenbosch: „De classis besluite, dat, in overeenstemming met art. 19 van de „Regelen voor Evangelisatiearbeid" op iedere classicale vergadering door één der Deputaten voor Evangelisatie mededeelingen van dien arbeid zullen worden gedaan", wordt aangenomen. bbox=[704, 653, 960, 723]
fragment-line: verde theo- bbox=[2, 1282, 55, 1292]
paragraph: Het Fransche episcopaat heeft een herderlijk schrijven gericht tot de Roomschgezinden over de neutrale volksschool. Het is toch hoe langer zoo meer aan den dag gekomen, dat die volksschool niet neutraal is; de onderwijzers bestrijden en bespotten de Christelijke religie en doen zich kennen als apostelen der vrijgeesterij. Van onzer ontkenning kan een volk niet leven. Met deze vrijdenkerij sekt Frankrijk de vijandigheid is, dat de kerk van Christus wordt verwaarloosd en het volk onder de bijgeloovige ontheiliging. Het is daarom de leerling, dat de oud kathol christelijke dat het ontbond dat niet van den plicht, van het goede of eenen zoodat daardoor het volk, door het feit dat de kinderen een geschiedenis nu zijn bestand een uitwerking gehad, is noch verzorgt maakt de tijd onder de menschen maatregelen, die dat de ouders verplicht zullen worden zich te laten voorlichten een de ouders in hun kinderen de katholieke en waarop de Roomsche kerk geen moeilijkheden zou ondervinden. bbox=[976, 564, 1233, 836]
paragraph: Het relaas van de in stille verrichte werkzaamheden, in het verslag voorkomende, blijve voor dit maal rusten. Liever zij een plaatsje ingeruimd aan enkele opmerkingen van bijzonderen aard, geldende in de eerste plaats de relatie van de vereeniging met de Kerk. bbox=[431, 556, 688, 634]
paragraph: Hij vertrok er naar Tornea, reisde van daar door Finland en kwam toen in de kerkelijke tijdkring van zijn geliefd Upsala. Van die zelfde tocht bracht hij behalve planten ook dieren en gesteenten, en allerlei voorwerpen mee, die hem tot voorwerpen van studie waren. Gedurende het gansche jaar, waarin hij die tochten deed, is het zeker in hooge mate een vermoeiende reis geweest. bbox=[1249, 1717, 1490, 1833]
signature-classis-label: Namens de classis, bbox=[783, 1621, 881, 1633]
paragraph: Op 30 Juni hebben 41 afdeelingen over 9 provinciën verdeeld. Te zamen tellen zij 971 mannelijke en 261 vrouwelijke leden, totaal 1232. Hieronder bevinden zich 19 predikanten, 2 juristen, 6 artsen, 46 onderwijzers of onderwijzeressen, 1 hoogleeraar en 1 leeraar aan een gymnasium. Bovendien telt de vereeniging nog 778 mannelijke en 55 vrouwelijke leden, op plaatsen, waar geen afdeeling is, totaal 1232 personen. Onder dezen bevinden zich 16 predikanten, 4 juristen, 2 artsen, 44 onderwijzers en onderwijzeressen. Totaal dus 1565 leden." bbox=[431, 1445, 688, 1600]
fragment-line: en de Kerk bbox=[2, 1966, 53, 1978]
fragment-line: t, zegt hij, bbox=[2, 1540, 49, 1551]
section-title-gemengd-nieuws: Gemengd Nieuws. bbox=[1029, 1606, 1180, 1624]
verslag-item: Dep. hulpbehb. Kerken: Ds. A. Brummelkamp, Dr. H. J. Binnema, ondl. H. Schreuders. bbox=[704, 1309, 960, 1332]
fragment-line: 60": "Wat bbox=[2, 1178, 46, 1189]
fragment-line: onze plaats bbox=[2, 1087, 55, 1099]
verslag-item: 1. Ds. J. Bosch opent de vergadering, laat zingen van den Morgenzang het derde vers, leest Efeze 4 : 1—16 en gaat voor in gebed. bbox=[704, 514, 960, 549]
